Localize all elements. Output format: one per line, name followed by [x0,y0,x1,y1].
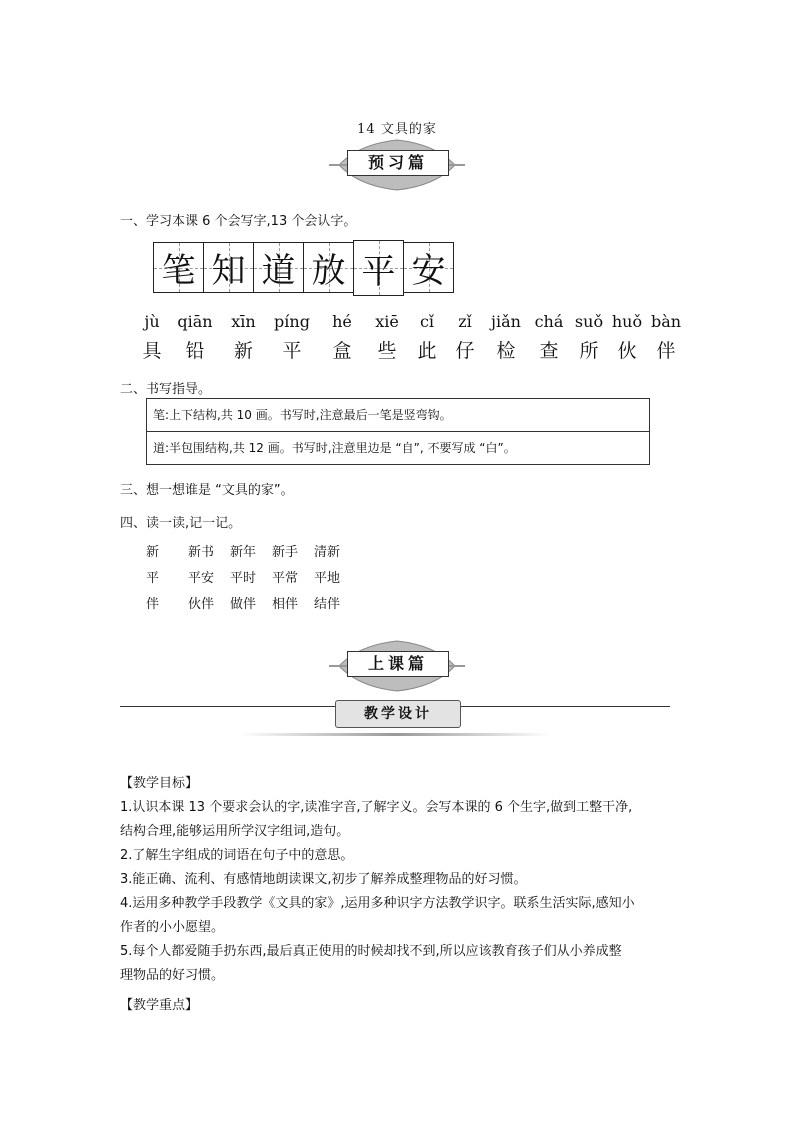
guide-row: 道:半包围结构,共 12 画。书写时,注意里边是 “自”, 不要写成 “白”。 [147,431,649,464]
read-char: 新 [233,340,253,362]
read-char: 查 [539,340,559,362]
pinyin: xiē [375,312,399,331]
banner-preview-label: 预习篇 [347,150,449,176]
read-char: 些 [377,340,397,362]
goals-list: 1.认识本课 13 个要求会认的字,读准字音,了解字义。会写本课的 6 个生字,做到工整干净, 结构合理,能够运用所学汉字组词,造句。 2.了解生字组成的词语在句子中的意思。 3.能正确、流利、有感情地朗读课文,初步了解养成整理物品的好习惯。 4.运用多种教学手段教学《文具的家》,运用多种识字方法教学识字。联系生活实际,感知小 作者的小小愿望。 5.每个人都爱随手扔东西,最后真正使用的时候却找不到,所以应该教育孩子们从小养成整 理物品的好习惯。 [120,800,635,983]
read-char: 盒 [332,340,352,362]
pinyin: suǒ [574,312,604,331]
write-char-cell: 道 [253,242,304,293]
question-2: 二、书写指导。 [120,382,212,397]
question-1: 一、学习本课 6 个会写字,13 个会认字。 [120,214,357,229]
word-row: 伴 伙伴 做伴 相伴 结伴 [146,597,341,612]
write-char-cell: 平 [353,240,404,296]
pinyin: chá [534,312,564,331]
read-char: 伴 [656,340,676,362]
write-char-cell: 安 [403,242,454,293]
lesson-title: 14 文具的家 [357,122,437,137]
writing-grid [154,242,454,296]
word-row: 平 平安 平时 平常 平地 [146,571,341,586]
pinyin: jù [144,312,160,331]
pinyin: cǐ [419,312,435,331]
goals-heading: 【教学目标】 [120,776,199,791]
read-char: 平 [282,340,302,362]
pinyin-row [135,312,686,331]
read-char: 检 [496,340,516,362]
pinyin: bàn [650,312,682,331]
read-char: 此 [417,340,437,362]
write-char-cell: 放 [303,242,354,293]
question-4: 四、读一读,记一记。 [120,516,242,531]
pinyin: qiān [177,312,213,331]
read-char: 仔 [455,340,475,362]
pinyin: jiǎn [491,312,521,331]
pinyin: huǒ [611,312,643,331]
read-char: 铅 [185,340,205,362]
write-char-cell: 笔 [153,242,204,293]
pinyin: hé [332,312,352,331]
read-char: 所 [579,340,599,362]
pinyin: xīn [231,312,256,331]
banner-class-label: 上课篇 [347,651,449,677]
write-char-cell: 知 [203,242,254,293]
read-char: 具 [142,340,162,362]
word-row: 新 新书 新年 新手 清新 [146,545,341,560]
decorative-line [240,733,550,736]
pinyin: zǐ [458,312,472,331]
question-3: 三、想一想谁是 “文具的家”。 [120,483,294,498]
focus-heading: 【教学重点】 [120,998,199,1013]
teaching-design-tab: 教学设计 [335,700,461,728]
read-char: 伙 [617,340,637,362]
pinyin: píng [274,312,310,331]
banner-preview [329,136,465,194]
read-char-row [135,336,686,363]
writing-guide-table [146,398,650,465]
guide-row: 笔:上下结构,共 10 画。书写时,注意最后一笔是竖弯钩。 [153,408,452,422]
banner-class [329,637,465,695]
